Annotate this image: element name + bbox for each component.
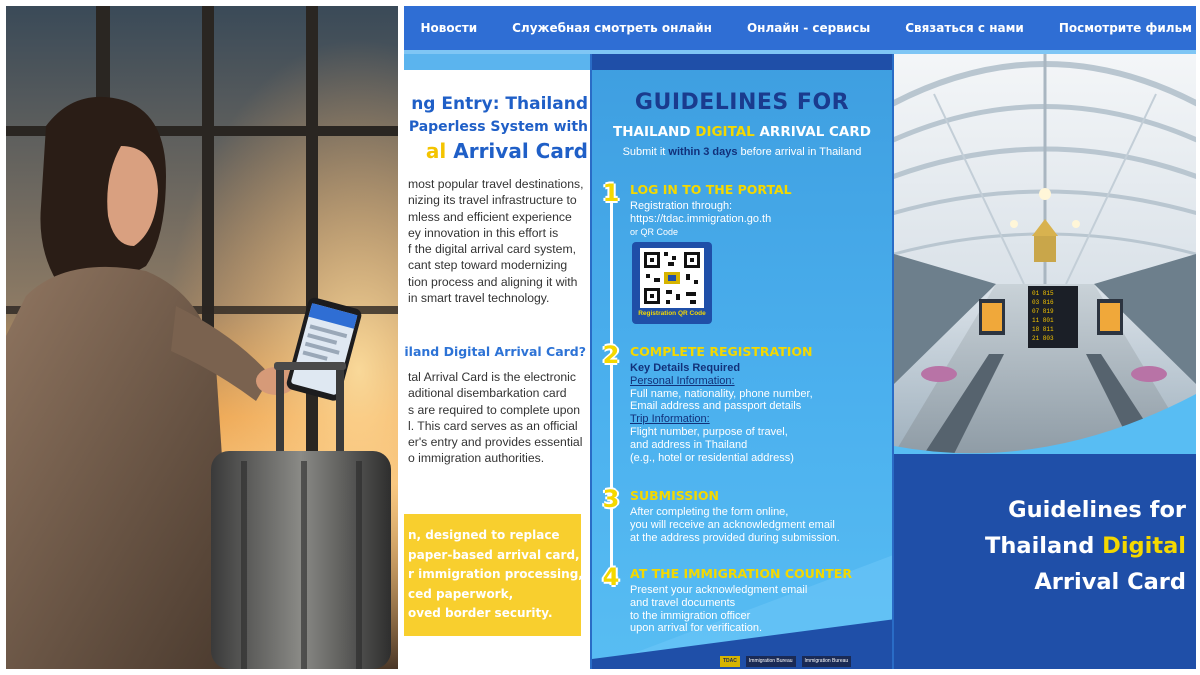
article-definition-line: s are required to complete upon [408, 402, 581, 417]
step-4-title: AT THE IMMIGRATION COUNTER [630, 566, 852, 581]
nav-item-service[interactable]: Служебная смотреть онлайн [512, 21, 712, 35]
article-definition-paragraph [408, 369, 582, 467]
article-title-line3-rest: Arrival Card [446, 139, 588, 163]
banner-digital: Digital [1102, 533, 1186, 559]
board-line: 18 811 [1032, 326, 1054, 333]
step-3-body [630, 506, 840, 544]
step-1-line: Registration through: [630, 200, 733, 212]
highlight-callout-box [404, 514, 581, 636]
article-title [404, 92, 588, 164]
article-intro-paragraph [408, 176, 583, 306]
banner-thailand: Thailand [985, 533, 1103, 559]
article-top-band [404, 54, 590, 70]
step-4-line: Present your acknowledgment email [630, 584, 808, 596]
immigration-bureau-logo: Immigration Bureau [746, 656, 796, 667]
guidelines-top-strip [592, 54, 894, 70]
note-deadline: within 3 days [668, 146, 738, 158]
step-2-title: COMPLETE REGISTRATION [630, 344, 813, 359]
article-intro-line: most popular travel destinations, [408, 177, 584, 191]
subtitle-thailand: THAILAND [613, 124, 696, 140]
callout-line: r immigration processing, [408, 567, 583, 581]
qr-caption: Registration QR Code [638, 310, 706, 317]
immigration-bureau-logo: Immigration Bureau [802, 656, 852, 667]
step-4-line: upon arrival for verification. [630, 622, 763, 635]
airport-banner [894, 54, 1196, 669]
traveler-illustration [6, 6, 398, 669]
article-title-line3-highlight: al [425, 139, 447, 163]
nav-item-news[interactable]: Новости [420, 21, 478, 35]
registration-qr-card[interactable] [632, 242, 712, 324]
article-intro-line: in smart travel technology. [408, 291, 550, 306]
article-definition-line: tal Arrival Card is the electronic [408, 370, 576, 384]
step-2-trip-line: (e.g., hotel or residential address) [630, 451, 794, 464]
step-2-trip-line: Flight number, purpose of travel, [630, 425, 788, 438]
callout-line: paper-based arrival card, [408, 547, 580, 562]
airport-terminal-illustration [894, 54, 1196, 454]
step-3-line: After completing the form online, [630, 506, 789, 518]
subtitle-digital: DIGITAL [695, 124, 755, 140]
step-2-key-details: Key Details Required [630, 362, 741, 374]
step-3-title: SUBMISSION [630, 488, 719, 503]
step-1-body [630, 200, 771, 238]
step-3-number: 3 [602, 485, 620, 513]
board-line: 01 815 [1032, 290, 1054, 297]
article-intro-line: f the digital arrival card system, [408, 242, 576, 257]
step-1-number: 1 [602, 179, 620, 207]
step-3-line: you will receive an acknowledgment email [630, 518, 835, 531]
note-post: before arrival in Thailand [737, 146, 862, 158]
board-line: 11 801 [1032, 317, 1054, 324]
article-intro-line: mless and efficient experience [408, 209, 572, 224]
article-title-line3 [404, 138, 588, 164]
step-4-line: and travel documents [630, 596, 736, 609]
article-title-line2: Paperless System with [408, 119, 588, 135]
article-definition-line: er's entry and provides essential [408, 435, 583, 450]
article-intro-line: tion process and aligning it with [408, 274, 578, 289]
nav-item-online-services[interactable]: Онлайн - сервисы [746, 21, 871, 35]
callout-line: n, designed to replace [408, 528, 560, 542]
qr-code-icon [640, 248, 704, 308]
banner-line1: Guidelines for [1008, 497, 1186, 523]
article-intro-line: nizing its travel infrastructure to [408, 193, 577, 208]
nav-item-watch-film[interactable]: Посмотрите фильм [1058, 21, 1192, 35]
article-definition-line: l. This card serves as an official [408, 418, 578, 433]
guidelines-infographic [590, 54, 894, 669]
nav-item-contact[interactable]: Связаться с нами [905, 21, 1024, 35]
banner-line3: Arrival Card [1034, 569, 1186, 595]
subtitle-arrival-card: ARRIVAL CARD [754, 124, 871, 140]
note-pre: Submit it [622, 146, 669, 158]
top-navigation [404, 6, 1196, 50]
article-title-line1: ng Entry: Thailand [411, 94, 588, 114]
tdac-logo: TDAC [720, 656, 740, 667]
step-2-trip-line: and address in Thailand [630, 438, 748, 451]
board-line: 07 819 [1032, 308, 1054, 315]
step-4-body [630, 584, 807, 635]
article-definition-line: aditional disembarkation card [408, 386, 567, 401]
board-line: 21 803 [1032, 335, 1054, 342]
step-1-title: LOG IN TO THE PORTAL [630, 182, 792, 197]
step-2-personal-line: Full name, nationality, phone number, [630, 387, 813, 400]
step-3-line: at the address provided during submission. [630, 531, 840, 544]
step-2-trip-heading: Trip Information: [630, 413, 710, 426]
callout-line: ced paperwork, [408, 586, 514, 601]
step-2-personal-heading: Personal Information: [630, 374, 735, 387]
airport-banner-title [985, 492, 1186, 600]
step-1-qr-note: or QR Code [630, 226, 679, 237]
step-2-personal-line: Email address and passport details [630, 400, 802, 413]
guidelines-deadline-note [592, 146, 892, 158]
banner-line2 [985, 528, 1186, 564]
callout-line: oved border security. [408, 606, 553, 620]
qr-code-pattern [640, 248, 704, 308]
article-definition-line: o immigration authorities. [408, 451, 545, 466]
guidelines-title: GUIDELINES FOR [634, 90, 850, 115]
article-subheading: iland Digital Arrival Card? [404, 344, 586, 359]
board-line: 03 816 [1032, 299, 1054, 306]
article-intro-line: cant step toward modernizing [408, 258, 568, 273]
steps-timeline [610, 184, 613, 584]
step-1-portal-link[interactable]: https://tdac.immigration.go.th [630, 212, 772, 225]
step-4-line: to the immigration officer [630, 609, 751, 622]
footer-logos [720, 656, 851, 667]
step-4-number: 4 [602, 563, 620, 591]
step-2-number: 2 [602, 341, 620, 369]
article-intro-line: ey innovation in this effort is [408, 225, 559, 240]
step-2-body [630, 362, 813, 464]
traveler-photo [6, 6, 398, 669]
guidelines-subtitle [592, 124, 892, 140]
article-panel [404, 54, 590, 669]
